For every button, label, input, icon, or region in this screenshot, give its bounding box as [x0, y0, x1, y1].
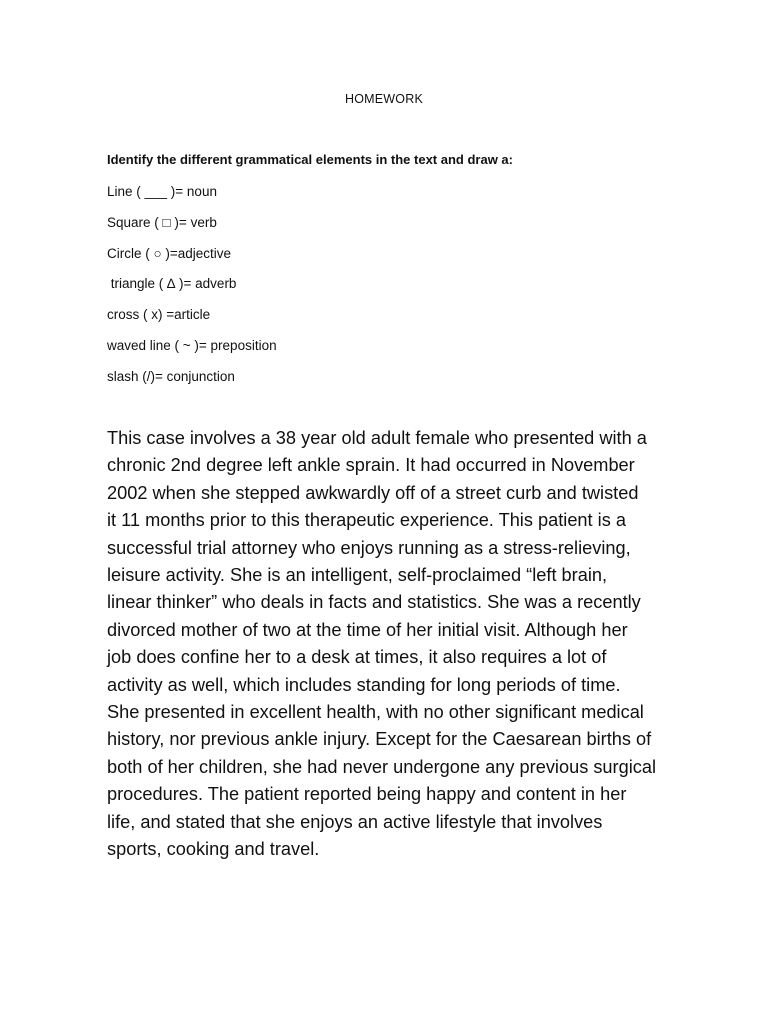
paragraph-line: linear thinker” who deals in facts and statistics. She was a recently — [107, 592, 641, 613]
paragraph-line: 2002 when she stepped awkwardly off of a street curb and twisted — [107, 482, 639, 503]
paragraph-line: activity as well, which includes standing for long periods of time. — [107, 674, 621, 695]
paragraph-line: procedures. The patient reported being happy and content in her — [107, 784, 627, 805]
paragraph-line: This case involves a 38 year old adult female who presented with a — [107, 428, 647, 448]
legend-item-noun: Line ( ___ )= noun — [107, 184, 217, 199]
paragraph-line: successful trial attorney who enjoys running as a stress-relieving, — [107, 537, 631, 558]
legend-item-adverb: triangle ( ∆ )= adverb — [107, 276, 237, 292]
paragraph-line: She presented in excellent health, with no other significant medical — [107, 702, 644, 723]
legend-list — [107, 184, 667, 400]
paragraph-line: sports, cooking and travel. — [107, 839, 320, 860]
paragraph-line: life, and stated that she enjoys an active lifestyle that involves — [107, 811, 603, 832]
legend-item-verb: Square ( □ )= verb — [107, 214, 217, 230]
case-paragraph — [107, 425, 667, 864]
paragraph-line: it 11 months prior to this therapeutic experience. This patient is a — [107, 510, 626, 531]
legend-item-conjunction: slash (/)= conjunction — [107, 368, 235, 384]
paragraph-line: history, nor previous ankle injury. Except for the Caesarean births of — [107, 729, 652, 750]
paragraph-line: job does confine her to a desk at times, it also requires a lot of — [107, 647, 607, 668]
legend-item-preposition: waved line ( ~ )= preposition — [107, 337, 277, 353]
page-title: HOMEWORK — [345, 92, 423, 106]
instructions-section — [107, 152, 667, 400]
paragraph-line: both of her children, she had never undergone any previous surgical — [107, 756, 657, 777]
legend-item-article: cross ( x) =article — [107, 307, 211, 323]
paragraph-line: chronic 2nd degree left ankle sprain. It had occurred in November — [107, 455, 635, 476]
instruction-heading: Identify the different grammatical elements in the text and draw a: — [107, 152, 513, 167]
paragraph-line: divorced mother of two at the time of her initial visit. Although her — [107, 619, 628, 640]
legend-item-adjective: Circle ( ○ )=adjective — [107, 245, 232, 261]
paragraph-line: leisure activity. She is an intelligent, self-proclaimed “left brain, — [107, 565, 608, 586]
